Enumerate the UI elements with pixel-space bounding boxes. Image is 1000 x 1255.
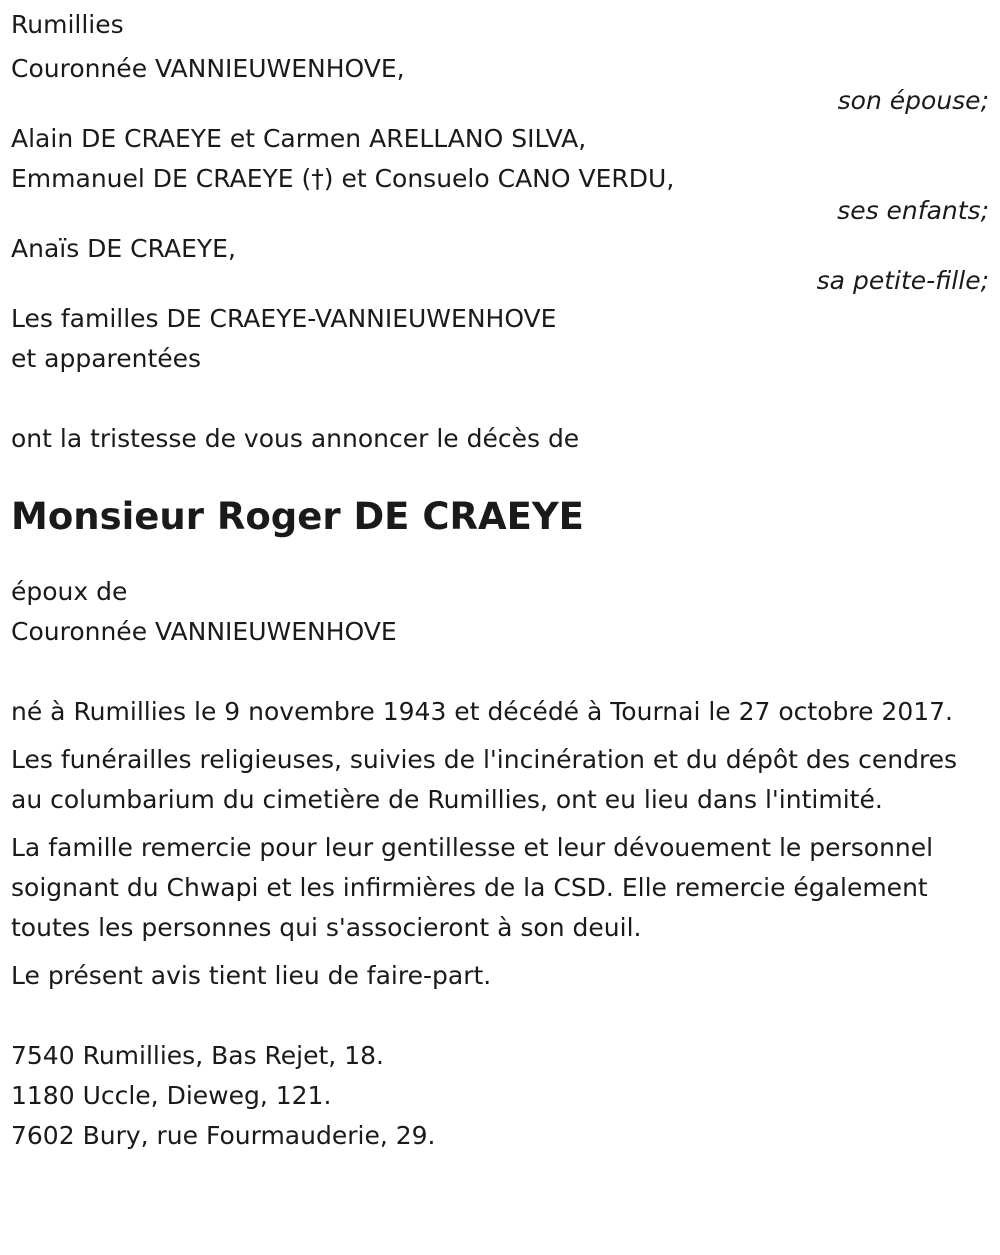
address-line: 7602 Bury, rue Fourmauderie, 29. bbox=[11, 1121, 436, 1150]
spouse-intro: époux de bbox=[11, 577, 128, 606]
family-line: et apparentées bbox=[11, 344, 202, 373]
deceased-name: Monsieur Roger DE CRAEYE bbox=[11, 495, 584, 538]
address-line: 1180 Uccle, Dieweg, 121. bbox=[11, 1081, 332, 1110]
family-line: Alain DE CRAEYE et Carmen ARELLANO SILVA, bbox=[11, 124, 587, 153]
notice-paragraph: Le présent avis tient lieu de faire-part. bbox=[11, 961, 492, 990]
address-list bbox=[11, 1036, 989, 1156]
family-group-children bbox=[11, 119, 989, 225]
family-group-relatives bbox=[11, 299, 989, 379]
family-line: Emmanuel DE CRAEYE (†) et Consuelo CANO VERDU, bbox=[11, 164, 675, 193]
announcement-text: ont la tristesse de vous annoncer le décès de bbox=[11, 424, 580, 453]
family-group-grandchild bbox=[11, 229, 989, 295]
funeral-paragraph: Les funérailles religieuses, suivies de l'incinération et du dépôt des cendres au columbarium du cimetière de Rumillies, ont eu lieu dans l'intimité. bbox=[11, 745, 958, 814]
family-line: Anaïs DE CRAEYE, bbox=[11, 234, 236, 263]
family-line: Couronnée VANNIEUWENHOVE, bbox=[11, 54, 405, 83]
family-group-spouse bbox=[11, 49, 989, 115]
place-name: Rumillies bbox=[11, 10, 124, 39]
obituary-notice bbox=[11, 5, 989, 1156]
thanks-paragraph: La famille remercie pour leur gentillesse et leur dévouement le personnel soignant du Chwapi et les infirmières de la CSD. Elle remercie également toutes les personnes qui s'associeront à son deuil. bbox=[11, 833, 934, 942]
family-role: son épouse; bbox=[837, 86, 989, 115]
family-role: ses enfants; bbox=[837, 196, 989, 225]
family-line: Les familles DE CRAEYE-VANNIEUWENHOVE bbox=[11, 304, 557, 333]
address-line: 7540 Rumillies, Bas Rejet, 18. bbox=[11, 1041, 384, 1070]
birth-death-paragraph: né à Rumillies le 9 novembre 1943 et décédé à Tournai le 27 octobre 2017. bbox=[11, 697, 954, 726]
spouse-name: Couronnée VANNIEUWENHOVE bbox=[11, 617, 397, 646]
family-role: sa petite-fille; bbox=[816, 266, 989, 295]
